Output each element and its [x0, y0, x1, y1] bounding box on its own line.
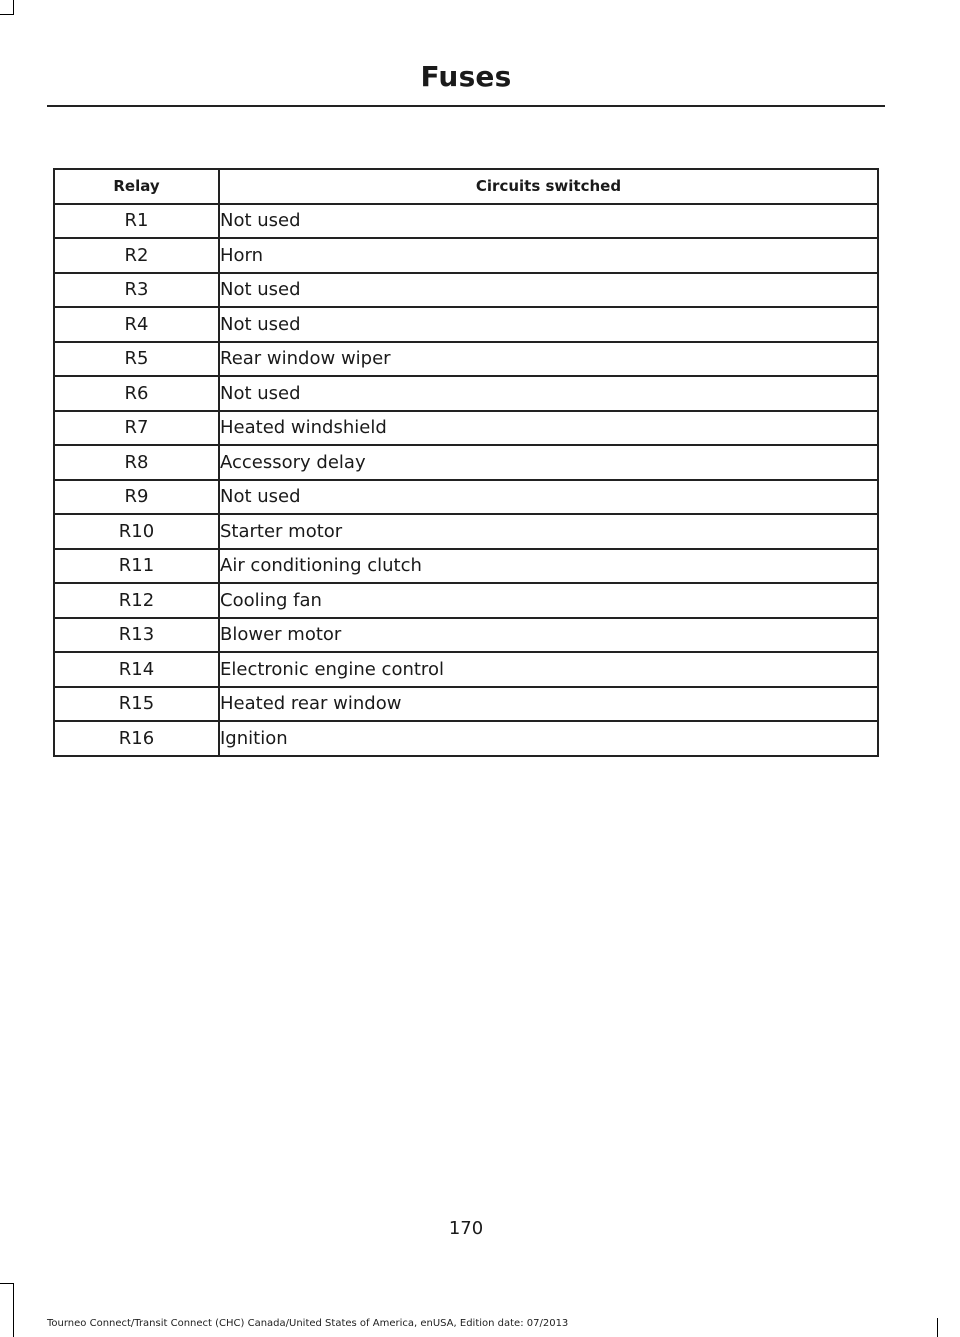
footer-edition-text: Tourneo Connect/Transit Connect (CHC) Canada/United States of America, enUSA, Edition date: 07/2013: [47, 1318, 569, 1329]
relay-cell: R12: [54, 583, 219, 618]
relay-cell: R11: [54, 549, 219, 584]
relay-cell: R4: [54, 307, 219, 342]
relay-cell: R9: [54, 480, 219, 515]
table-row: [54, 307, 878, 342]
crop-mark-bottom-left-v: [13, 1283, 14, 1337]
relay-cell: R3: [54, 273, 219, 308]
table-row: [54, 342, 878, 377]
circuit-cell: Heated rear window: [219, 687, 878, 722]
table-row: [54, 583, 878, 618]
table-row: [54, 652, 878, 687]
table-row: [54, 618, 878, 653]
table-row: [54, 480, 878, 515]
header-divider: [47, 105, 885, 107]
table-row: [54, 721, 878, 756]
table-row: [54, 273, 878, 308]
column-header-relay: Relay: [54, 169, 219, 204]
relay-cell: R7: [54, 411, 219, 446]
circuit-cell: Ignition: [219, 721, 878, 756]
circuit-cell: Electronic engine control: [219, 652, 878, 687]
table-row: [54, 376, 878, 411]
relay-cell: R8: [54, 445, 219, 480]
circuit-cell: Starter motor: [219, 514, 878, 549]
relay-cell: R5: [54, 342, 219, 377]
relay-cell: R10: [54, 514, 219, 549]
table-row: [54, 204, 878, 239]
relay-cell: R2: [54, 238, 219, 273]
page-number: 170: [448, 1218, 484, 1239]
circuit-cell: Heated windshield: [219, 411, 878, 446]
circuit-cell: Not used: [219, 204, 878, 239]
table-row: [54, 514, 878, 549]
circuit-cell: Not used: [219, 376, 878, 411]
circuit-cell: Cooling fan: [219, 583, 878, 618]
circuit-cell: Blower motor: [219, 618, 878, 653]
table-row: [54, 687, 878, 722]
circuit-cell: Rear window wiper: [219, 342, 878, 377]
relay-table: [53, 168, 879, 757]
table-row: [54, 445, 878, 480]
relay-cell: R16: [54, 721, 219, 756]
relay-cell: R6: [54, 376, 219, 411]
page-title: Fuses: [420, 60, 512, 93]
relay-cell: R13: [54, 618, 219, 653]
crop-mark-bottom-left-h: [0, 1283, 14, 1284]
circuit-cell: Air conditioning clutch: [219, 549, 878, 584]
relay-cell: R1: [54, 204, 219, 239]
circuit-cell: Not used: [219, 307, 878, 342]
table-row: [54, 411, 878, 446]
table-header-row: [54, 169, 878, 204]
circuit-cell: Not used: [219, 480, 878, 515]
circuit-cell: Not used: [219, 273, 878, 308]
table-row: [54, 549, 878, 584]
crop-mark-bottom-right-v: [937, 1318, 938, 1337]
circuit-cell: Horn: [219, 238, 878, 273]
relay-cell: R15: [54, 687, 219, 722]
column-header-circuits: Circuits switched: [219, 169, 878, 204]
circuit-cell: Accessory delay: [219, 445, 878, 480]
crop-mark-top-left-h: [0, 14, 14, 15]
table-row: [54, 238, 878, 273]
relay-cell: R14: [54, 652, 219, 687]
crop-mark-top-left-v: [13, 0, 14, 14]
